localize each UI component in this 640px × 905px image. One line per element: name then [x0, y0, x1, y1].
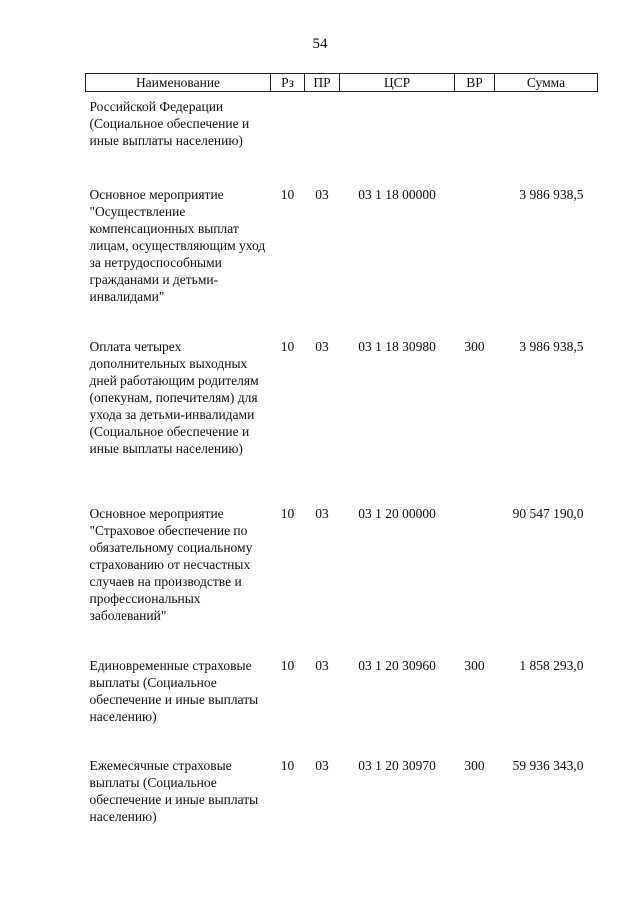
row-rz: 10 [280, 757, 295, 773]
table-row [86, 657, 598, 757]
row-rz: 10 [280, 338, 295, 354]
row-name: Основное мероприятие "Осуществление компенсационных выплат лицам, осуществляющим уход за нетрудоспособными гражданами и детьми-инвалидами" [89, 186, 266, 304]
row-vr: 300 [464, 757, 485, 773]
row-pr: 03 [315, 505, 329, 521]
row-sum: 59 936 343,0 [512, 757, 584, 773]
row-sum: 3 986 938,5 [519, 186, 584, 202]
row-vr: 300 [464, 338, 485, 354]
row-csr: 03 1 20 30970 [358, 757, 436, 773]
column-header-name: Наименование [86, 74, 271, 92]
table-row [86, 338, 598, 505]
budget-table [85, 73, 598, 837]
row-name: Единовременные страховые выплаты (Социальное обеспечение и иные выплаты населению) [89, 657, 259, 724]
row-vr: 300 [464, 657, 485, 673]
table-row [86, 757, 598, 837]
row-pr: 03 [315, 757, 329, 773]
table-row [86, 505, 598, 657]
row-csr: 03 1 20 30960 [358, 657, 436, 673]
row-sum: 1 858 293,0 [519, 657, 584, 673]
table-row [86, 186, 598, 338]
row-rz: 10 [280, 505, 295, 521]
row-rz: 10 [280, 186, 295, 202]
row-pr: 03 [315, 338, 329, 354]
row-csr: 03 1 18 00000 [358, 186, 436, 202]
table-header-row [86, 74, 598, 92]
row-name: Российской Федерации (Социальное обеспечение и иные выплаты населению) [89, 99, 250, 148]
column-header-csr: ЦСР [340, 74, 455, 92]
column-header-pr: ПР [305, 74, 340, 92]
column-header-sum: Сумма [495, 74, 598, 92]
row-rz [271, 92, 305, 186]
row-pr [305, 92, 340, 186]
row-vr [455, 92, 495, 186]
row-vr [455, 186, 495, 338]
column-header-vr: ВР [455, 74, 495, 92]
row-csr: 03 1 18 30980 [358, 338, 436, 354]
row-pr: 03 [315, 186, 329, 202]
row-vr [455, 505, 495, 657]
row-name: Ежемесячные страховые выплаты (Социальное обеспечение и иные выплаты населению) [89, 757, 259, 824]
row-name: Основное мероприятие "Страховое обеспечение по обязательному социальному страхованию от несчастных случаев на производстве и профессиональных заболеваний" [89, 505, 253, 623]
row-name: Оплата четырех дополнительных выходных дней работающим родителям (опекунам, попечителям) для ухода за детьми-инвалидами (Социальное обеспечение и иные выплаты населению) [89, 338, 259, 456]
page-number: 54 [312, 36, 328, 52]
table-row [86, 92, 598, 186]
row-csr [340, 92, 455, 186]
row-csr: 03 1 20 00000 [358, 505, 436, 521]
row-sum [495, 92, 598, 186]
row-sum: 3 986 938,5 [519, 338, 584, 354]
row-sum: 90 547 190,0 [512, 505, 584, 521]
row-pr: 03 [315, 657, 329, 673]
row-rz: 10 [280, 657, 295, 673]
column-header-rz: Рз [271, 74, 305, 92]
